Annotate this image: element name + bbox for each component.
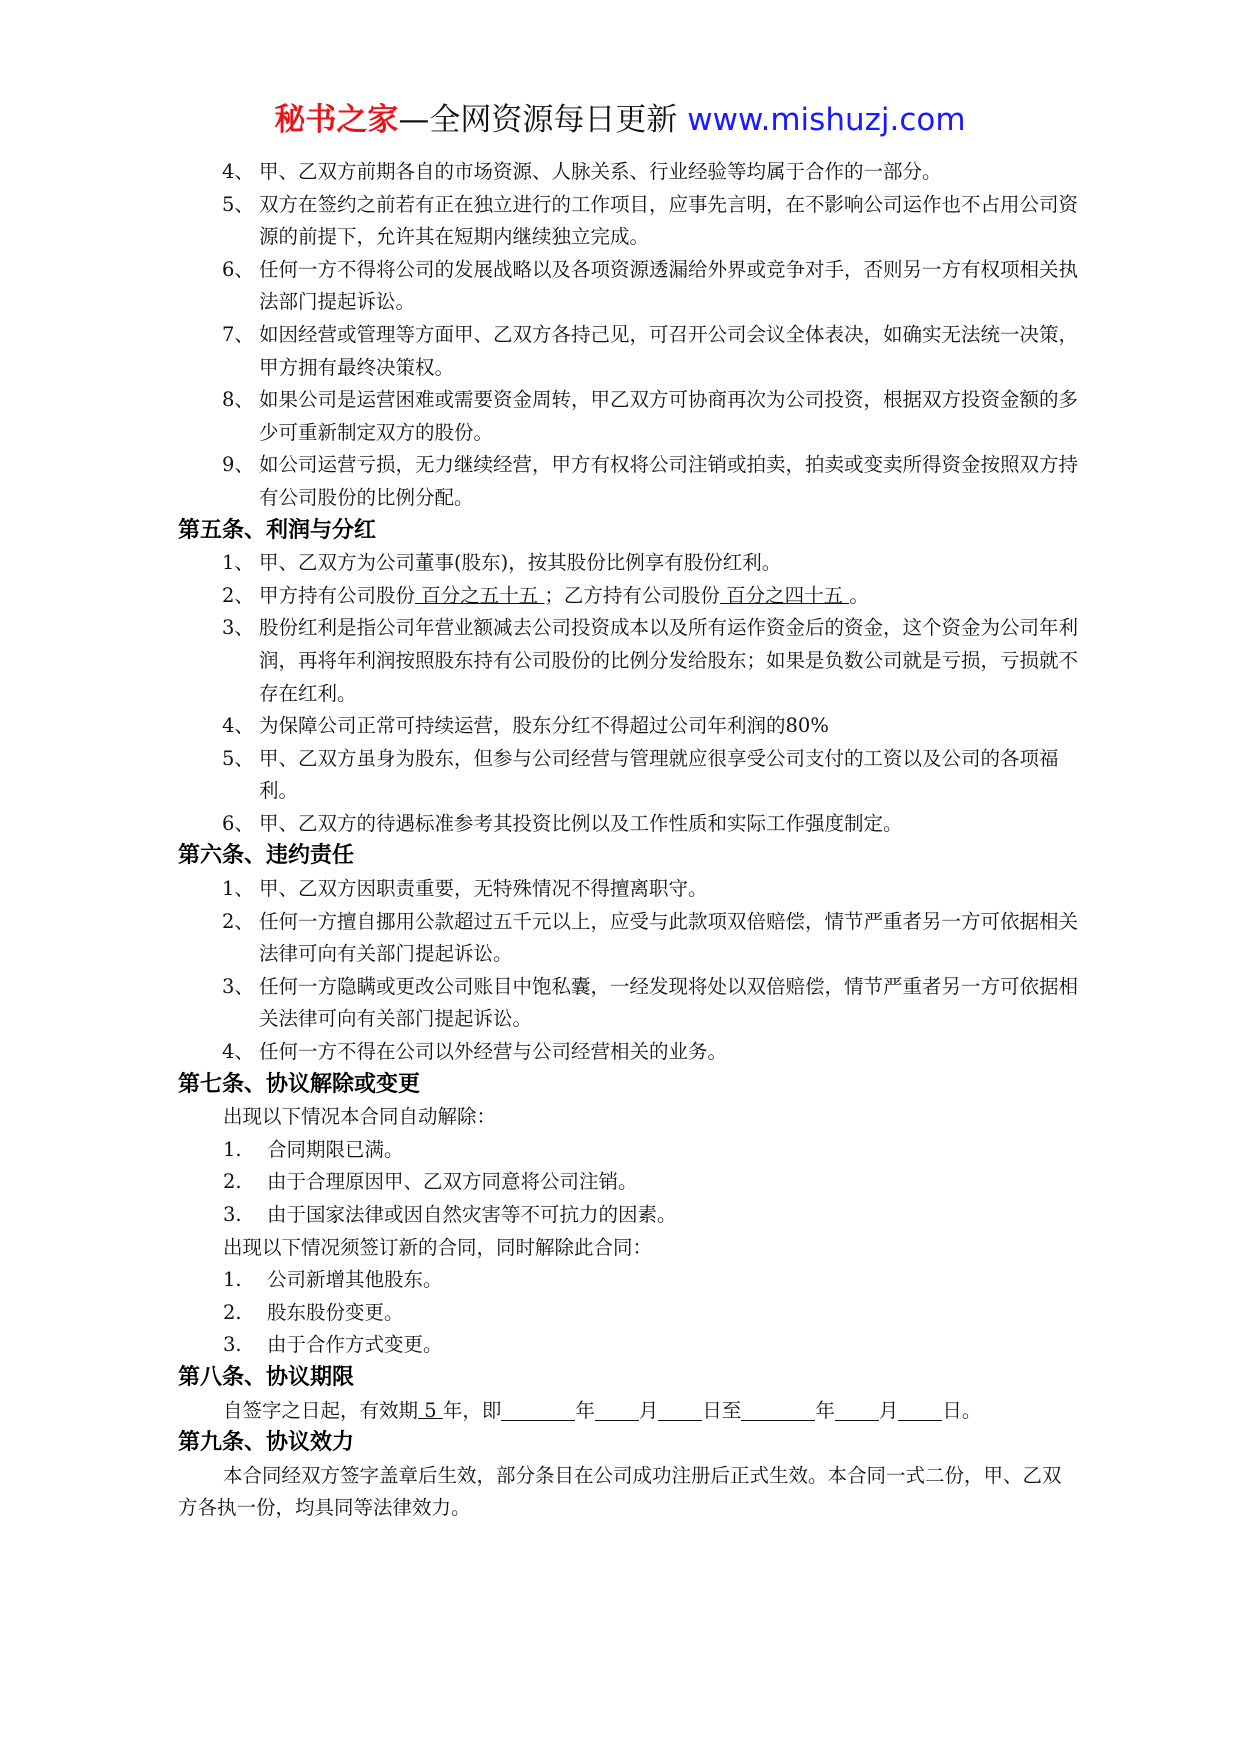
list-item	[178, 873, 1078, 906]
item-text: 甲、乙双方的待遇标准参考其投资比例以及工作性质和实际工作强度制定。	[259, 811, 903, 835]
item-text: 由于国家法律或因自然灾害等不可抗力的因素。	[267, 1203, 677, 1226]
list-item	[178, 1036, 1078, 1069]
item-number: 9、	[222, 453, 254, 477]
item-number: 6、	[222, 257, 254, 281]
list-item	[178, 189, 1078, 254]
list-item	[178, 1166, 1078, 1199]
banner-brand: 秘书之家	[274, 102, 399, 138]
list-item	[178, 1264, 1078, 1297]
item-text: ；乙方持有公司股份	[544, 583, 720, 607]
list-item	[178, 384, 1078, 449]
item-text: 公司新增其他股东。	[267, 1268, 443, 1292]
item-text: 股东股份变更。	[267, 1300, 404, 1324]
item-number: 2.	[223, 1300, 242, 1324]
item-text: 任何一方不得将公司的发展战略以及各项资源透漏给外界或竞争对手，否则另一方有权项相关执法部门提起诉讼。	[259, 257, 1079, 314]
item-number: 3、	[222, 974, 254, 998]
item-number: 7、	[222, 322, 254, 346]
item-text: 。	[849, 583, 869, 607]
item-number: 1、	[222, 877, 254, 901]
list-item	[178, 449, 1078, 514]
list-item	[178, 547, 1078, 580]
list-item	[178, 319, 1078, 384]
item-text: 甲、乙双方前期各自的市场资源、人脉关系、行业经验等均属于合作的一部分。	[259, 160, 942, 183]
list-item	[178, 1134, 1078, 1167]
banner-url-link[interactable]: www.mishuzj.com	[687, 102, 966, 138]
item-text: 双方在签约之前若有正在独立进行的工作项目，应事先言明，在不影响公司运作也不占用公司资源的前提下，允许其在短期内继续独立完成。	[259, 192, 1079, 249]
item-number: 6、	[222, 811, 254, 835]
term-text: 月	[638, 1398, 659, 1422]
document-body	[178, 156, 1078, 1525]
start-year-blank	[501, 1398, 575, 1421]
list-item	[178, 1297, 1078, 1330]
end-month-blank	[835, 1398, 879, 1421]
start-day-blank	[658, 1398, 702, 1421]
share-value-party-b: 百分之四十五	[719, 583, 850, 607]
term-text: 日至	[702, 1398, 742, 1422]
section-heading: 第五条、利润与分红	[178, 517, 377, 543]
item-text: 任何一方擅自挪用公款超过五千元以上，应受与此款项双倍赔偿，情节严重者另一方可依据相关法律可向有关部门提起诉讼。	[259, 909, 1079, 966]
section-heading: 第八条、协议期限	[178, 1364, 355, 1390]
item-number: 3、	[222, 616, 254, 640]
list-item	[178, 710, 1078, 743]
section-heading: 第六条、违约责任	[178, 843, 355, 869]
item-number: 3.	[223, 1333, 242, 1357]
item-text: 合同期限已满。	[267, 1137, 404, 1161]
start-month-blank	[595, 1398, 639, 1421]
list-item	[178, 612, 1078, 710]
item-number: 2、	[222, 583, 254, 607]
item-text: 任何一方不得在公司以外经营与公司经营相关的业务。	[259, 1040, 728, 1064]
item-text: 由于合作方式变更。	[267, 1333, 443, 1357]
item-number: 4、	[222, 1040, 254, 1064]
term-line	[178, 1395, 1078, 1428]
list-item	[178, 156, 1078, 189]
item-number: 4、	[222, 160, 254, 183]
list-item	[178, 580, 1078, 613]
list-item	[178, 743, 1078, 808]
item-text: 甲、乙双方虽身为股东，但参与公司经营与管理就应很享受公司支付的工资以及公司的各项福利。	[259, 746, 1059, 803]
paragraph: 本合同经双方签字盖章后生效，部分条目在公司成功注册后正式生效。本合同一式二份，甲、乙双方各执一份，均具同等法律效力。	[178, 1463, 1062, 1520]
item-text: 由于合理原因甲、乙双方同意将公司注销。	[267, 1170, 638, 1194]
term-text: 年，即	[442, 1398, 502, 1422]
item-number: 5、	[222, 192, 254, 216]
term-text: 年	[815, 1398, 835, 1422]
banner-tagline: —全网资源每日更新	[398, 102, 688, 138]
item-number: 1.	[223, 1137, 242, 1161]
term-text: 月	[878, 1398, 899, 1422]
item-text: 甲方持有公司股份	[259, 583, 416, 607]
end-year-blank	[741, 1398, 815, 1421]
item-number: 1、	[222, 551, 254, 575]
item-number: 3.	[223, 1203, 242, 1226]
item-number: 5、	[222, 746, 254, 770]
item-text: 如果公司是运营困难或需要资金周转，甲乙双方可协商再次为公司投资，根据双方投资金额的多少可重新制定双方的股份。	[259, 388, 1079, 444]
list-item	[178, 906, 1078, 971]
term-text: 年	[575, 1398, 595, 1422]
section-heading: 第七条、协议解除或变更	[178, 1071, 421, 1097]
paragraph: 出现以下情况本合同自动解除：	[223, 1105, 497, 1129]
end-day-blank	[898, 1398, 942, 1421]
item-number: 1.	[223, 1268, 242, 1292]
item-number: 4、	[222, 714, 254, 738]
item-number: 2、	[222, 909, 254, 933]
item-text: 如公司运营亏损，无力继续经营，甲方有权将公司注销或拍卖，拍卖或变卖所得资金按照双方持有公司股份的比例分配。	[259, 453, 1079, 509]
item-text: 甲、乙双方为公司董事(股东)，按其股份比例享有股份红利。	[259, 551, 782, 575]
site-banner	[0, 100, 1240, 140]
list-item	[178, 254, 1078, 319]
list-item	[178, 808, 1078, 841]
term-text: 自签字之日起，有效期	[223, 1398, 419, 1422]
list-item	[178, 1329, 1078, 1362]
item-number: 2.	[223, 1170, 242, 1194]
section-heading: 第九条、协议效力	[178, 1430, 355, 1456]
item-text: 如因经营或管理等方面甲、乙双方各持己见，可召开公司会议全体表决，如确实无法统一决策，甲方拥有最终决策权。	[259, 322, 1079, 379]
paragraph: 出现以下情况须签订新的合同，同时解除此合同：	[223, 1235, 653, 1259]
item-text: 股份红利是指公司年营业额减去公司投资成本以及所有运作资金后的资金，这个资金为公司年利润，再将年利润按照股东持有公司股份的比例分发给股东；如果是负数公司就是亏损，亏损就不存在红利。	[259, 616, 1079, 705]
term-years-value: 5	[418, 1398, 443, 1422]
item-text: 为保障公司正常可持续运营，股东分红不得超过公司年利润的80%	[259, 714, 829, 738]
share-value-party-a: 百分之五十五	[415, 583, 545, 607]
item-number: 8、	[222, 388, 254, 412]
item-text: 甲、乙双方因职责重要，无特殊情况不得擅离职守。	[259, 877, 708, 901]
term-text: 日。	[942, 1398, 982, 1422]
list-item	[178, 1199, 1078, 1232]
item-text: 任何一方隐瞒或更改公司账目中饱私囊，一经发现将处以双倍赔偿，情节严重者另一方可依据相关法律可向有关部门提起诉讼。	[259, 974, 1079, 1031]
list-item	[178, 971, 1078, 1036]
